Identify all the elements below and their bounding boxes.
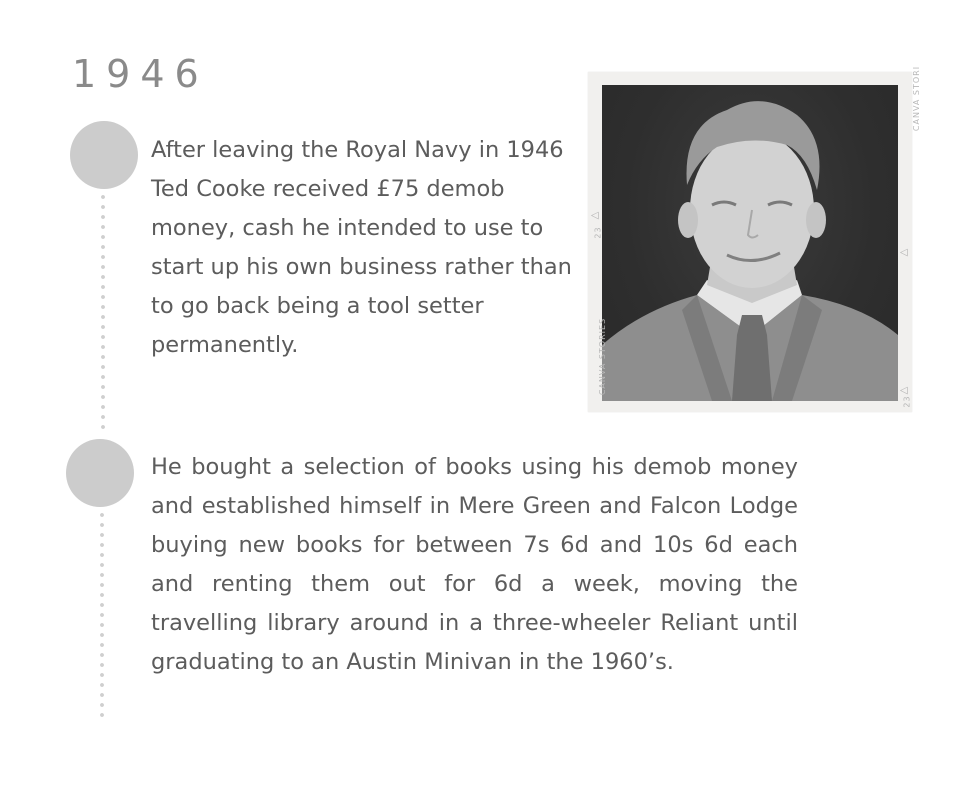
year-heading: 1946 bbox=[72, 52, 209, 96]
portrait-figure-icon bbox=[602, 85, 898, 401]
timeline-dotted-line-2 bbox=[100, 510, 104, 718]
timeline-marker-1 bbox=[70, 121, 138, 189]
film-brand-left: CANVA STORIES bbox=[598, 317, 608, 396]
film-brand-right: CANVA STORI bbox=[912, 65, 922, 132]
film-triangle-left-icon: △ bbox=[589, 211, 601, 220]
timeline-entry-text-2: He bought a selection of books using his demob money and established himself in Mere Green and Falcon Lodge buying new books for between 7s 6d and 10s 6d each and renting them out for 6d a week, moving the travelling library around in a three-wheeler Reliant until graduating to an Austin Minivan in the 1960’s. bbox=[151, 454, 798, 675]
timeline-dotted-line-1 bbox=[101, 192, 105, 432]
portrait-photo bbox=[602, 85, 898, 401]
timeline-entry-text-1: After leaving the Royal Navy in 1946 Ted Cooke received £75 demob money, cash he intended to use to start up his own business rather than to go back being a tool setter permanently. bbox=[151, 137, 572, 358]
timeline-marker-2 bbox=[66, 439, 134, 507]
film-triangle-right-icon: △ bbox=[898, 248, 910, 257]
portrait-photo-frame bbox=[588, 65, 922, 412]
frame-number-left: 23 bbox=[593, 226, 603, 239]
frame-number-right: 23 bbox=[902, 395, 912, 408]
film-triangle-bottom-right-icon: △ bbox=[898, 386, 910, 395]
